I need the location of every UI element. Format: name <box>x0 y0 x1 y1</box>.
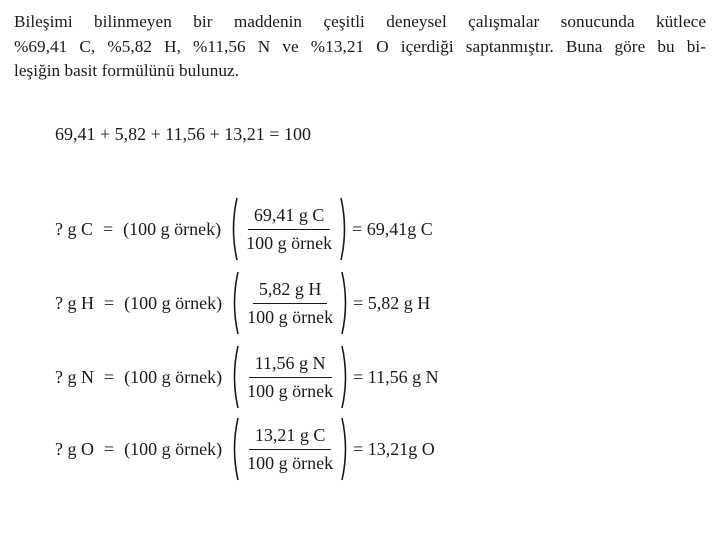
conversion-fraction <box>240 205 338 254</box>
sample-factor: (100 g örnek) <box>124 366 223 387</box>
right-paren <box>341 416 350 482</box>
equation-hydrogen <box>55 270 430 336</box>
left-paren <box>230 270 239 336</box>
fraction-denominator: 100 g örnek <box>247 306 334 327</box>
fraction-denominator: 100 g örnek <box>246 232 333 253</box>
fraction-denominator: 100 g örnek <box>247 452 334 473</box>
equation-lhs: ? g C <box>55 218 93 239</box>
equals-sign: = <box>104 292 115 313</box>
problem-line-2: %69,41 C, %5,82 H, %11,56 N ve %13,21 O içerdiği saptanmıştır. Buna göre bu bi- <box>14 36 706 56</box>
equation-lhs: ? g N <box>55 366 94 387</box>
left-paren <box>229 196 238 262</box>
conversion-fraction <box>241 279 339 328</box>
left-paren <box>230 344 239 410</box>
equals-sign: = <box>103 218 114 239</box>
equation-lhs: ? g H <box>55 292 94 313</box>
problem-line-3: leşiğin basit formülünü bulunuz. <box>14 61 240 80</box>
fraction-group <box>230 270 350 336</box>
equation-result: = 5,82 g H <box>353 292 431 313</box>
equation-oxygen <box>55 416 435 482</box>
equals-sign: = <box>104 438 115 459</box>
problem-statement <box>14 10 706 84</box>
sample-factor: (100 g örnek) <box>124 438 223 459</box>
right-paren <box>341 344 350 410</box>
fraction-numerator: 5,82 g H <box>253 279 328 304</box>
fraction-numerator: 69,41 g C <box>248 205 331 230</box>
equation-result: = 11,56 g N <box>353 366 439 387</box>
fraction-denominator: 100 g örnek <box>247 380 334 401</box>
equation-lhs: ? g O <box>55 438 94 459</box>
fraction-group <box>230 344 350 410</box>
equation-nitrogen <box>55 344 439 410</box>
equation-carbon <box>55 196 433 262</box>
sum-equation: 69,41 + 5,82 + 11,56 + 13,21 = 100 <box>55 124 311 144</box>
fraction-group <box>230 416 350 482</box>
sample-factor: (100 g örnek) <box>124 292 223 313</box>
left-paren <box>230 416 239 482</box>
equals-sign: = <box>104 366 115 387</box>
problem-line-1: Bileşimi bilinmeyen bir maddenin çeşitli deneysel çalışmalar sonucunda kütlece <box>14 12 706 31</box>
right-paren <box>341 270 350 336</box>
conversion-fraction <box>241 425 339 474</box>
fraction-group <box>229 196 349 262</box>
fraction-numerator: 11,56 g N <box>249 353 332 378</box>
equation-result: = 13,21g O <box>353 438 435 459</box>
equation-result: = 69,41g C <box>352 218 433 239</box>
conversion-fraction <box>241 353 339 402</box>
right-paren <box>340 196 349 262</box>
sample-factor: (100 g örnek) <box>123 218 222 239</box>
fraction-numerator: 13,21 g C <box>249 425 332 450</box>
